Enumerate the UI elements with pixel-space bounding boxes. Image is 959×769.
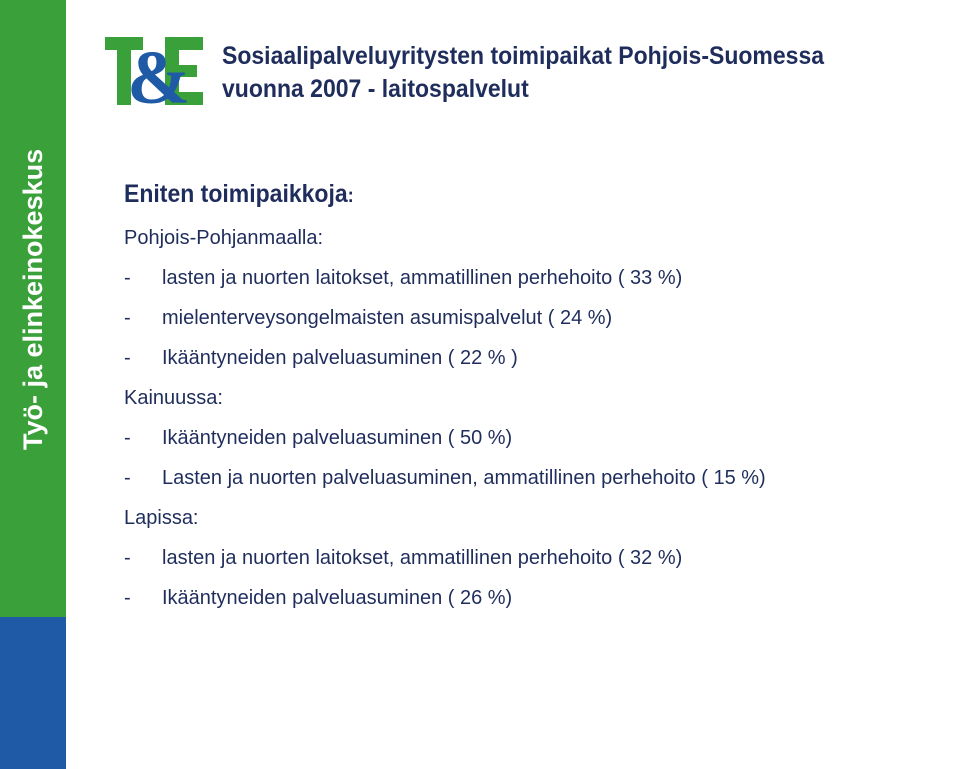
te-logo [105,37,205,107]
list-item [124,578,954,618]
sidebar [0,0,66,769]
title-line-1: Sosiaalipalveluyritysten toimipaikat Pohjois-Suomessa [222,42,825,70]
list-item [124,538,954,578]
bullet-dash: - [124,547,131,569]
list-item [124,298,954,338]
bullet-dash: - [124,267,131,289]
region-lappi: Lapissa: [124,507,199,529]
logo-ampersand: & [127,37,191,107]
sidebar-organization-name: Työ- ja elinkeinokeskus [18,148,48,450]
sidebar-blue-band [0,617,66,769]
page-title [222,40,898,106]
section-heading [124,172,888,218]
section-heading-colon: : [347,185,354,207]
list-item-text: Lasten ja nuorten palveluasuminen, ammatillinen perhehoito ( 15 %) [162,467,766,489]
list-item [124,338,954,378]
region-kainuu: Kainuussa: [124,387,223,409]
bullet-dash: - [124,467,131,489]
section-heading-text: Eniten toimipaikkoja [124,180,348,208]
bullet-dash: - [124,587,131,609]
list-item-text: Ikääntyneiden palveluasuminen ( 26 %) [162,587,513,609]
list-item-text: Ikääntyneiden palveluasuminen ( 22 % ) [162,347,518,369]
list-item-text: lasten ja nuorten laitokset, ammatillinen perhehoito ( 32 %) [162,547,683,569]
bullet-dash: - [124,347,131,369]
list-item [124,458,954,498]
bullet-dash: - [124,427,131,449]
list-item-text: lasten ja nuorten laitokset, ammatillinen perhehoito ( 33 %) [162,267,683,289]
title-line-2: vuonna 2007 - laitospalvelut [222,75,529,103]
content [124,172,954,618]
list-item-text: mielenterveysongelmaisten asumispalvelut ( 24 %) [162,307,613,329]
list-item [124,258,954,298]
bullet-dash: - [124,307,131,329]
region-pohjois-pohjanmaa: Pohjois-Pohjanmaalla: [124,227,324,249]
list-item [124,418,954,458]
list-item-text: Ikääntyneiden palveluasuminen ( 50 %) [162,427,513,449]
